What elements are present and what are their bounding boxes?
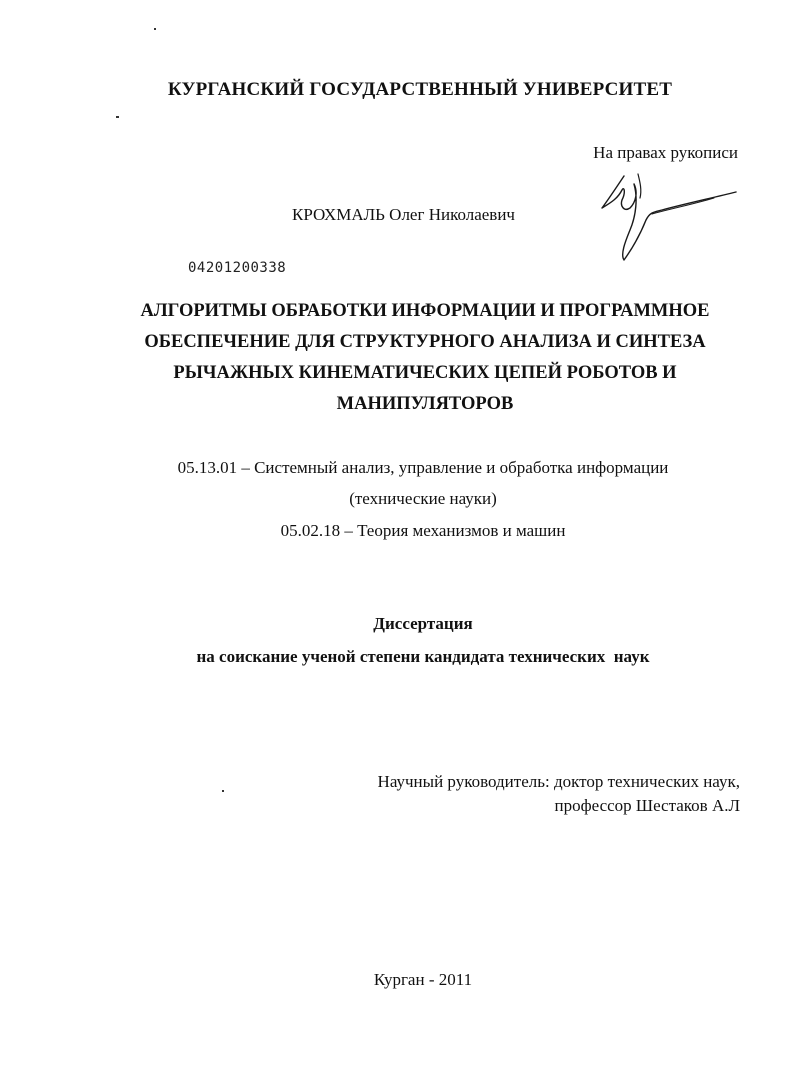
supervisor-line: профессор Шестаков А.Л [554, 796, 740, 815]
title-line: ОБЕСПЕЧЕНИЕ ДЛЯ СТРУКТУРНОГО АНАЛИЗА И СИНТЕЗА [144, 332, 706, 352]
title-line: МАНИПУЛЯТОРОВ [336, 394, 514, 414]
signature-icon [594, 168, 744, 268]
scan-speck [116, 116, 119, 118]
supervisor-block [378, 770, 740, 818]
specialty-second: 05.02.18 – Теория механизмов и машин [280, 521, 566, 540]
specialty-first: 05.13.01 – Системный анализ, управление и обработка информации [177, 458, 669, 477]
title-line: АЛГОРИТМЫ ОБРАБОТКИ ИНФОРМАЦИИ И ПРОГРАММНОЕ [140, 301, 710, 321]
degree-purpose: на соискание ученой степени кандидата технических наук [196, 647, 650, 666]
dissertation-title [100, 296, 750, 420]
rights-note: На правах рукописи [593, 143, 738, 162]
supervisor-line: Научный руководитель: доктор технических наук, [377, 772, 740, 791]
scan-speck [222, 790, 224, 792]
title-line: РЫЧАЖНЫХ КИНЕМАТИЧЕСКИХ ЦЕПЕЙ РОБОТОВ И [173, 363, 677, 383]
dissertation-label: Диссертация [373, 614, 473, 633]
city-year: Курган - 2011 [373, 970, 473, 989]
specialty-first-note: (технические науки) [349, 489, 497, 508]
university-name: КУРГАНСКИЙ ГОСУДАРСТВЕННЫЙ УНИВЕРСИТЕТ [167, 79, 673, 100]
scan-speck [154, 28, 156, 30]
author-name: КРОХМАЛЬ Олег Николаевич [292, 205, 515, 224]
inventory-number: 04201200338 [188, 260, 287, 276]
